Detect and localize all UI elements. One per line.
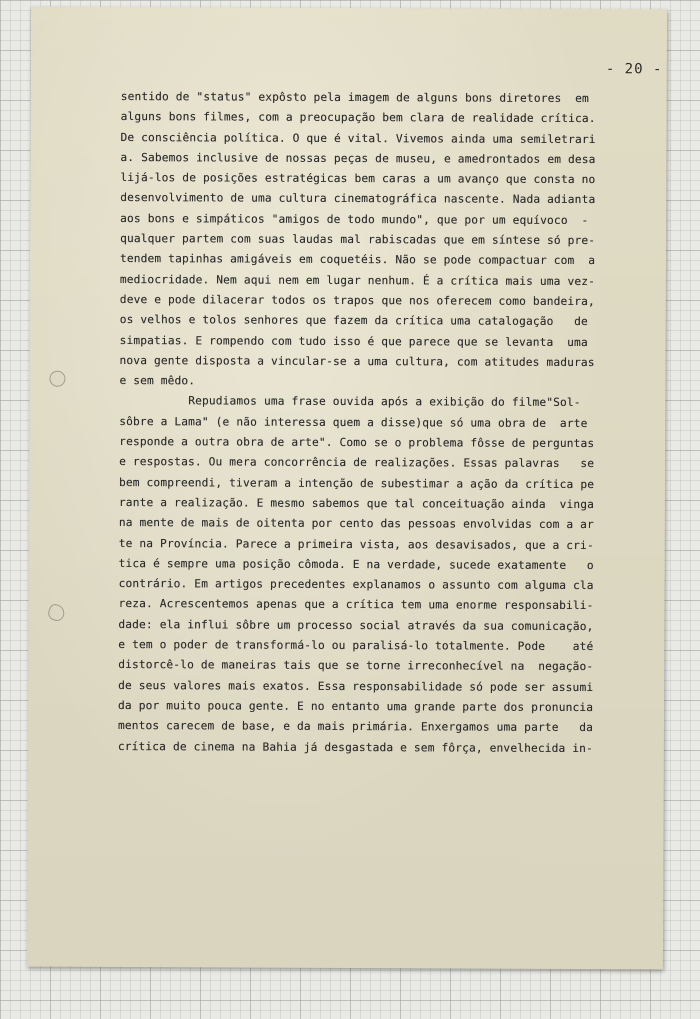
- text-line: a. Sabemos inclusive de nossas peças de museu, e amedrontados em desa: [120, 150, 596, 166]
- text-line: e sem mêdo.: [119, 374, 196, 388]
- body-text: [118, 87, 641, 759]
- page-number: - 20 -: [605, 61, 663, 78]
- text-line: aos bons e simpáticos "amigos de todo mundo", que por um equívoco -: [120, 211, 589, 227]
- text-line: na mente de mais de oitenta por cento das pessoas envolvidas com a ar: [118, 516, 594, 532]
- text-line: alguns bons filmes, com a preocupação bem clara de realidade crítica.: [120, 110, 596, 126]
- text-line: mentos carecem de base, e da mais primária. Enxergamos uma parte da: [117, 719, 594, 735]
- text-line: simpatias. E rompendo com tudo isso é que parece que se levanta uma: [119, 333, 588, 349]
- text-line: crítica de cinema na Bahia já desgastada e sem fôrça, envelhecida in-: [117, 739, 594, 755]
- text-line: Repudiamos uma frase ouvida após a exibição do filme"Sol-: [119, 394, 581, 410]
- text-line: sôbre a Lama" (e não interessa quem a disse)que só uma obra de arte: [119, 414, 588, 430]
- text-line: distorcê-lo de maneiras tais que se torne irreconhecível na negação-: [118, 658, 594, 674]
- text-line: deve e pode dilacerar todos os trapos que nos oferecem como bandeira,: [119, 292, 595, 309]
- text-line: da por muito pouca gente. E no entanto uma grande parte dos pronuncia: [118, 698, 594, 714]
- text-line: bem compreendi, tiveram a intenção de subestimar a ação da crítica pe: [118, 475, 595, 491]
- text-line: te na Província. Parece a primeira vista, aos desavisados, que a cri-: [118, 536, 594, 552]
- text-line: mediocridade. Nem aqui nem em lugar nenhum. É a crítica mais uma vez-: [119, 272, 596, 288]
- text-line: responde a outra obra de arte". Como se o problema fôsse de perguntas: [119, 435, 595, 451]
- text-line: rante a realização. E mesmo sabemos que tal conceituação ainda vinga: [118, 495, 595, 512]
- text-line: nova gente disposta a vincular-se a uma cultura, com atitudes maduras: [119, 353, 595, 369]
- text-line: De consciência política. O que é vital. Vivemos ainda uma semiletrari: [120, 130, 596, 146]
- text-line: e respostas. Ou mera concorrência de realizações. Essas palavras se: [119, 455, 595, 471]
- text-line: os velhos e tolos senhores que fazem da crítica uma catalogação de: [119, 313, 588, 329]
- punch-hole-mark: [49, 371, 65, 387]
- typewritten-page: [27, 7, 667, 970]
- text-line: contrário. Em artigos precedentes explanamos o assunto com alguma cla: [118, 577, 594, 593]
- text-line: lijá-los de posições estratégicas bem caras a um avanço que consta no: [120, 171, 596, 187]
- text-line: qualquer partem com suas laudas mal rabiscadas que em síntese só pre-: [120, 232, 596, 248]
- text-line: desenvolvimento de uma cultura cinematográfica nascente. Nada adianta: [120, 191, 596, 207]
- text-line: e tem o poder de transformá-lo ou paralisá-lo totalmente. Pode até: [118, 638, 594, 654]
- text-line: reza. Acrescentemos apenas que a crítica tem uma enorme responsabili-: [118, 597, 594, 613]
- text-line: tica é sempre uma posição cômoda. E na verdade, sucede exatamente o: [118, 556, 594, 572]
- text-line: de seus valores mais exatos. Essa responsabilidade só pode ser assumi: [118, 678, 594, 694]
- text-line: tendem tapinhas amigáveis em coquetéis. Não se pode compactuar com a: [119, 252, 596, 268]
- text-line: sentido de "status" expôsto pela imagem de alguns bons diretores em: [120, 90, 589, 106]
- text-line: dade: ela influi sôbre um processo social através da sua comunicação,: [118, 617, 594, 633]
- staple-mark: [46, 602, 67, 623]
